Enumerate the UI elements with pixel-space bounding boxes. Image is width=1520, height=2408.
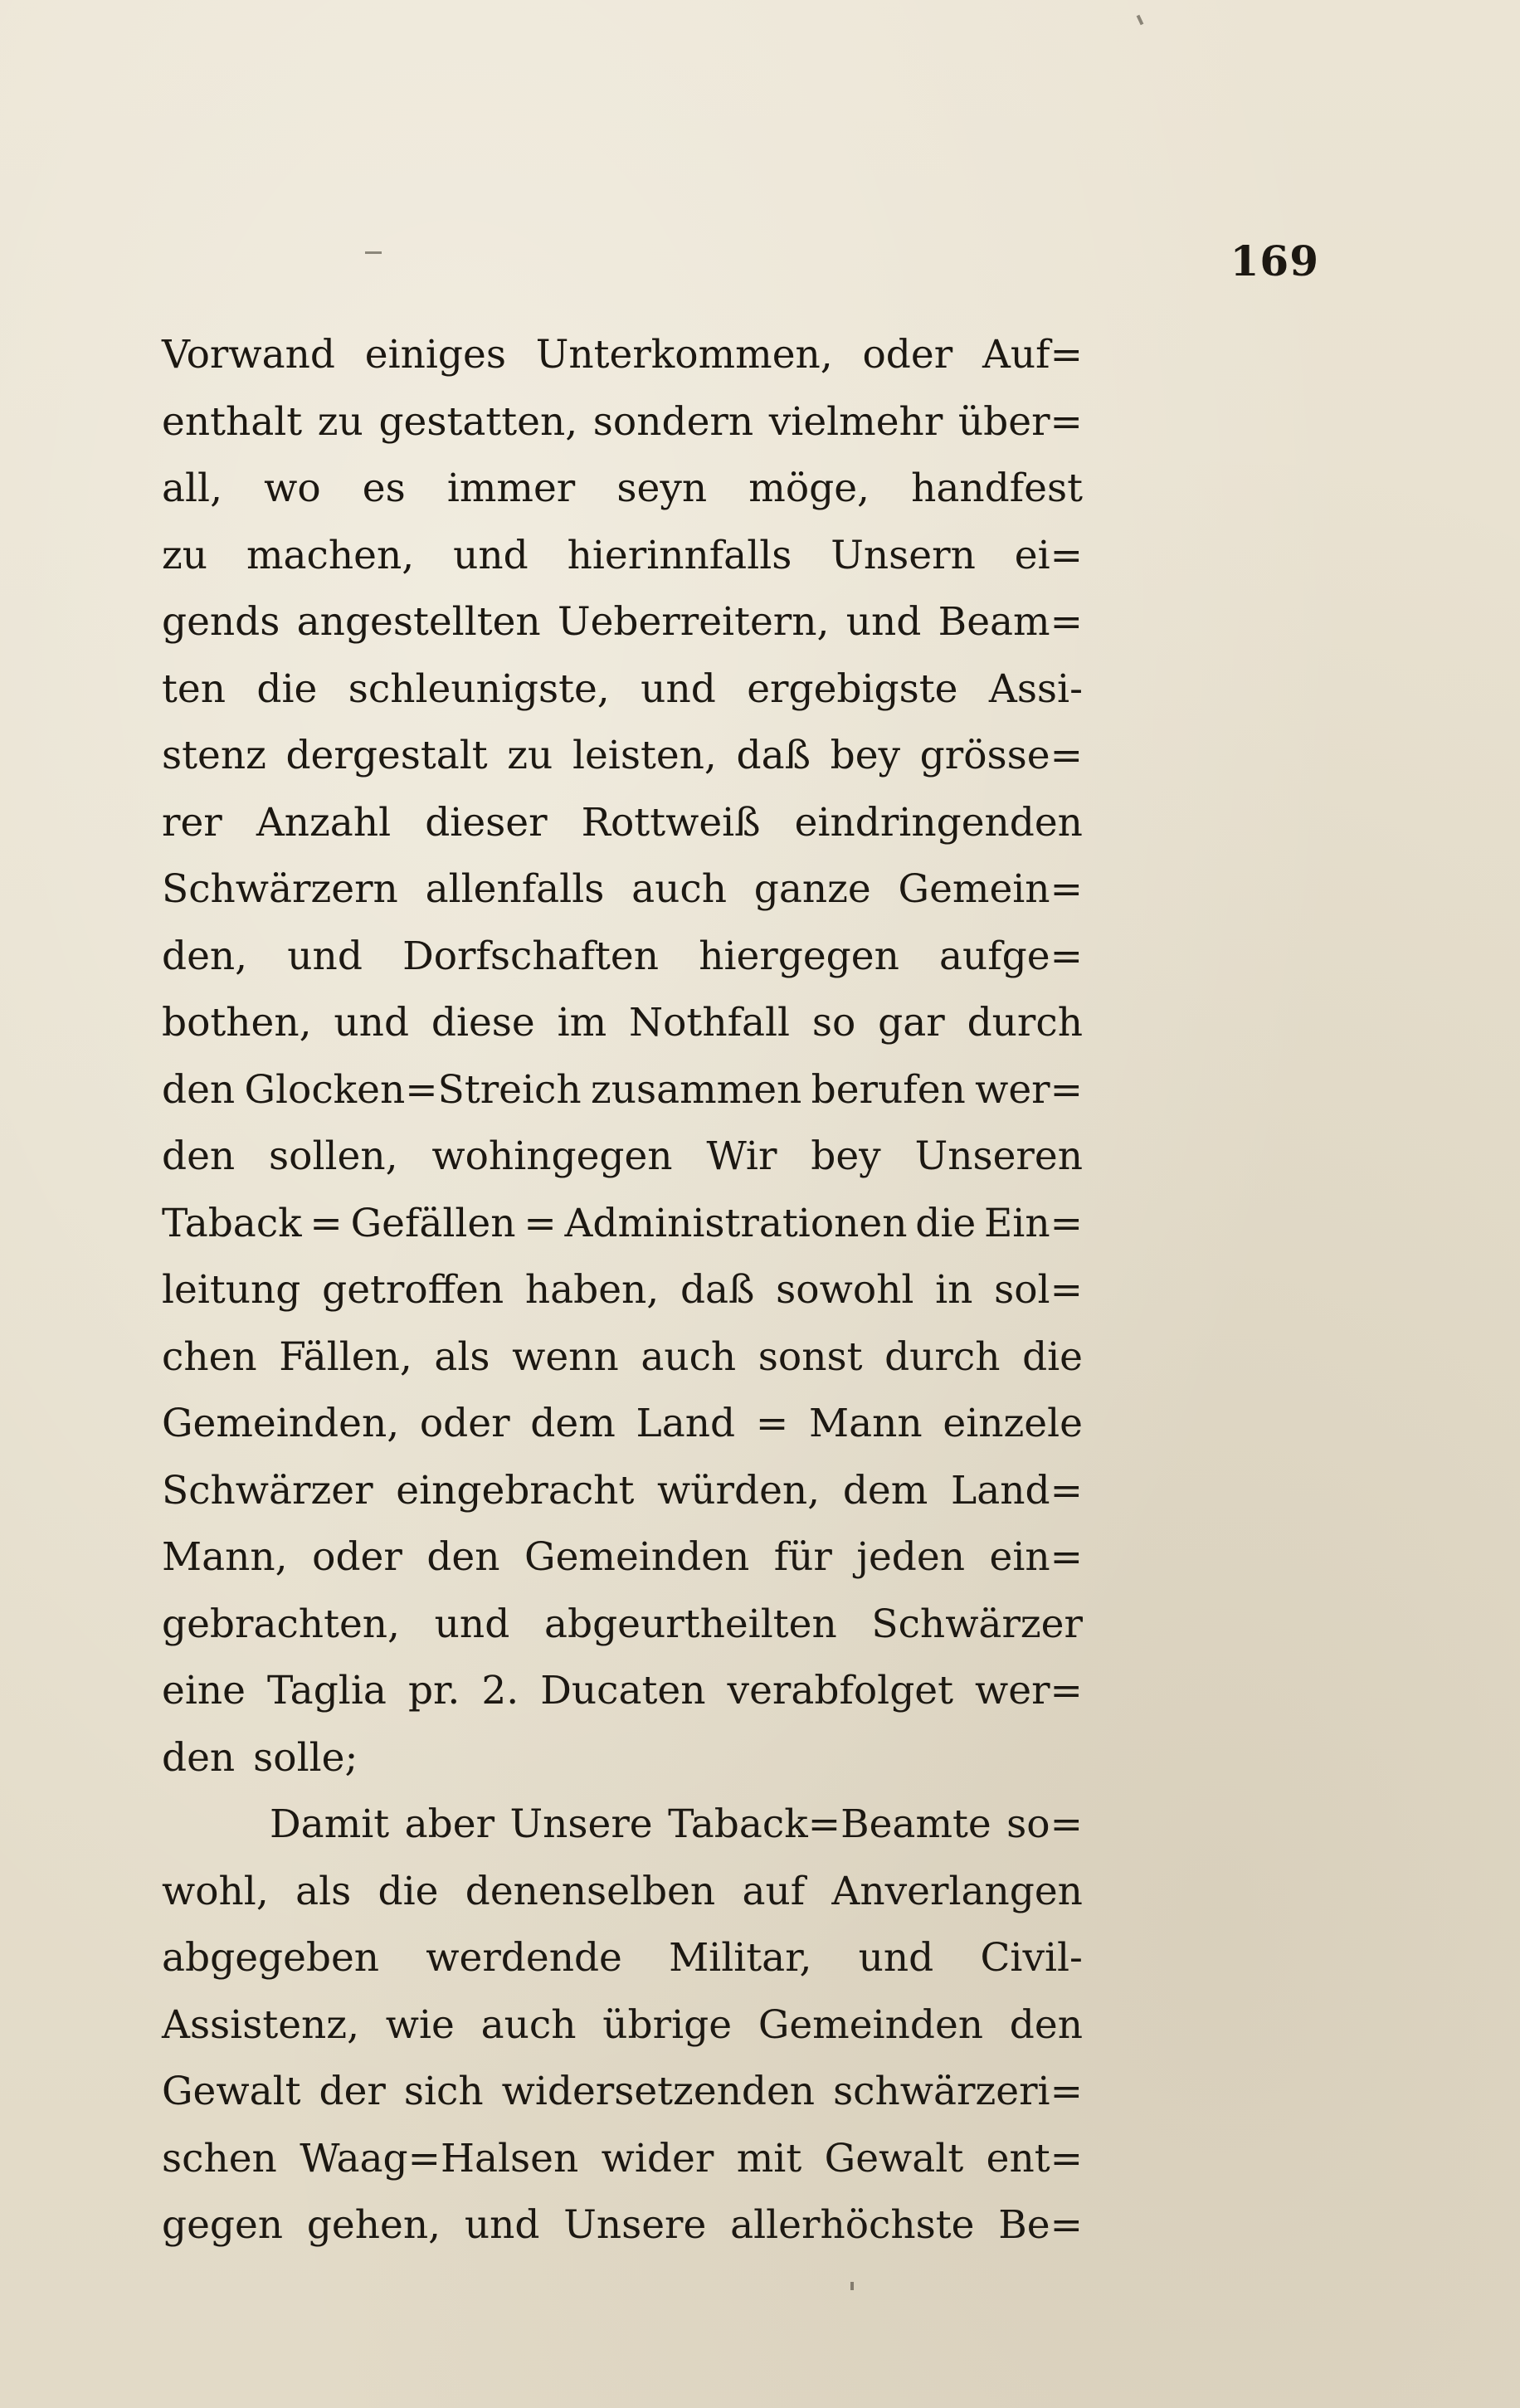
word: zu <box>162 532 208 578</box>
word: ein= <box>989 1534 1083 1580</box>
word: wo <box>264 466 321 511</box>
word: enthalt <box>162 398 303 445</box>
text-line <box>162 1992 1083 2059</box>
word: machen, <box>246 532 415 578</box>
word: gestatten, <box>378 398 578 445</box>
text-line <box>162 790 1083 857</box>
word: sollen, <box>269 1133 398 1179</box>
word: dem <box>530 1401 616 1446</box>
word: aufge= <box>939 933 1083 979</box>
word: auf <box>742 1868 806 1914</box>
word: gegen <box>162 2202 284 2248</box>
text-line <box>162 2192 1083 2259</box>
word: auch <box>480 2001 577 2048</box>
word: werdende <box>426 1935 622 1981</box>
text-line <box>162 723 1083 790</box>
word: den, <box>162 933 248 979</box>
word: die <box>1022 1333 1083 1380</box>
word: den <box>162 1066 236 1113</box>
word: = <box>755 1401 789 1446</box>
word: Unsere <box>509 1801 653 1847</box>
word: und <box>334 1000 410 1046</box>
word: schwärzeri= <box>833 2069 1083 2114</box>
word: und <box>434 1601 510 1647</box>
word: einiges <box>364 332 506 378</box>
word: haben, <box>524 1267 660 1313</box>
word: Gemeinden <box>758 2001 984 2048</box>
word: ent= <box>986 2135 1083 2181</box>
word: für <box>773 1534 832 1580</box>
word: Schwärzer <box>162 1467 373 1514</box>
text-line <box>162 1725 1083 1792</box>
text-line <box>162 1257 1083 1324</box>
word: und <box>858 1935 934 1981</box>
word: im <box>557 1000 607 1046</box>
word: Damit <box>270 1801 390 1847</box>
word: auch <box>631 866 728 912</box>
word: allenfalls <box>425 866 605 912</box>
word: daß <box>680 1267 755 1313</box>
word: und <box>287 933 363 979</box>
word: oder <box>862 332 953 378</box>
word: vielmehr <box>768 398 943 445</box>
word: gar <box>878 1000 945 1046</box>
word: Vorwand <box>162 332 335 378</box>
word: die <box>256 665 318 712</box>
word: sol= <box>994 1267 1083 1313</box>
word: Ducaten <box>540 1668 706 1713</box>
word: Gemeinden, <box>162 1401 400 1446</box>
word: wohl, <box>162 1868 269 1914</box>
word: Rottweiß <box>581 799 761 846</box>
word: = <box>524 1200 557 1246</box>
word: einzele <box>943 1401 1083 1446</box>
word: Gefällen <box>350 1200 516 1246</box>
word: bey <box>811 1133 881 1179</box>
word: eingebracht <box>396 1467 635 1514</box>
word: abgegeben <box>162 1935 380 1981</box>
word: Auf= <box>982 332 1083 378</box>
word: chen <box>162 1333 257 1380</box>
word: seyn <box>616 466 708 511</box>
word: Mann, <box>162 1534 288 1580</box>
word: dergestalt <box>285 733 488 778</box>
word: Ueberreitern, <box>557 599 830 645</box>
text-line <box>162 2126 1083 2193</box>
word: sonst <box>758 1333 863 1380</box>
text-line <box>162 924 1083 991</box>
word: ei= <box>1014 532 1083 578</box>
text-line <box>162 1592 1083 1659</box>
word: angestellten <box>296 599 541 645</box>
word: Gemeinden <box>524 1534 750 1580</box>
word: als <box>434 1333 490 1380</box>
word: bothen, <box>162 1000 312 1046</box>
bottom-speck-mark <box>850 2282 854 2290</box>
word: Unseren <box>914 1133 1083 1179</box>
text-line <box>162 322 1083 389</box>
word: Schwärzer <box>871 1601 1083 1647</box>
word: und <box>464 2202 540 2248</box>
word: hierinnfalls <box>567 532 792 578</box>
word: bey <box>830 733 901 778</box>
word: sich <box>403 2069 484 2114</box>
word: Unsere <box>563 2202 707 2248</box>
text-line <box>162 1057 1083 1124</box>
text-line <box>162 856 1083 924</box>
text-line <box>162 990 1083 1057</box>
text-line <box>162 523 1083 590</box>
word: rer <box>162 799 222 846</box>
word: Beam= <box>938 599 1083 645</box>
word: verabfolget <box>727 1668 953 1713</box>
word: so <box>811 1000 856 1046</box>
word: grösse= <box>919 733 1083 778</box>
word: Gewalt <box>824 2135 964 2181</box>
word: dem <box>842 1467 928 1514</box>
word: aber <box>404 1801 495 1847</box>
word: = <box>309 1200 343 1246</box>
word: ganze <box>753 866 871 912</box>
text-line <box>162 1191 1083 1258</box>
word: auch <box>641 1333 737 1380</box>
word: eindringenden <box>794 799 1083 846</box>
word: 2. <box>481 1668 519 1713</box>
word: als <box>295 1868 352 1914</box>
word: diese <box>431 1000 535 1046</box>
word: eine <box>162 1668 246 1713</box>
word: Civil- <box>980 1935 1083 1981</box>
word: zu <box>507 733 553 778</box>
word: hiergegen <box>699 933 899 979</box>
word: Land <box>636 1401 736 1446</box>
word: über= <box>957 398 1083 445</box>
word: jeden <box>856 1534 965 1580</box>
text-line <box>162 1791 1083 1859</box>
word: Schwärzern <box>162 866 398 912</box>
word: allerhöchste <box>730 2202 975 2248</box>
word: den <box>162 1133 236 1179</box>
word: denenselben <box>465 1868 716 1914</box>
word: Militar, <box>669 1935 812 1981</box>
text-line <box>162 1658 1083 1725</box>
text-line <box>162 2059 1083 2126</box>
word: stenz <box>162 733 266 778</box>
word: es <box>362 466 406 511</box>
word: Dorfschaften <box>402 933 660 979</box>
word: gebrachten, <box>162 1601 400 1647</box>
word: sondern <box>592 398 754 445</box>
word: und <box>453 532 529 578</box>
word: Assi- <box>988 665 1083 712</box>
word: gends <box>162 599 280 645</box>
word: Unsern <box>831 532 976 578</box>
body-text <box>162 322 1083 2259</box>
word: den <box>426 1534 500 1580</box>
page-number: 169 <box>1230 236 1319 285</box>
word: wer= <box>975 1668 1083 1713</box>
top-speck-mark <box>1137 15 1144 26</box>
word: getroffen <box>322 1267 504 1313</box>
word: all, <box>162 466 223 511</box>
word: widersetzenden <box>501 2069 816 2114</box>
word: wider <box>601 2135 714 2181</box>
word: leisten, <box>572 733 717 778</box>
text-line <box>162 1124 1083 1191</box>
word: schleunigste, <box>348 665 610 712</box>
word: Taglia <box>266 1668 387 1713</box>
word: wohingegen <box>431 1133 673 1179</box>
word: Mann <box>808 1401 923 1446</box>
word: ergebigste <box>747 665 958 712</box>
word: handfest <box>911 466 1083 511</box>
word: sowohl <box>776 1267 914 1313</box>
text-line <box>162 389 1083 456</box>
word: schen <box>162 2135 277 2181</box>
word: daß <box>736 733 811 778</box>
word: wie <box>385 2001 455 2048</box>
word: die <box>378 1868 439 1914</box>
word: und <box>845 599 922 645</box>
word: Land= <box>951 1467 1083 1514</box>
text-line <box>162 656 1083 724</box>
word: Anzahl <box>256 799 392 846</box>
word: zusammen <box>590 1066 802 1113</box>
text-line <box>162 1391 1083 1458</box>
word: die <box>915 1200 977 1246</box>
word: der <box>319 2069 386 2114</box>
word: so= <box>1006 1801 1083 1847</box>
header-dash-mark <box>365 251 382 254</box>
text-line <box>162 1925 1083 1992</box>
word: Taback=Beamte <box>668 1801 991 1847</box>
word: wer= <box>975 1066 1083 1113</box>
word: dieser <box>425 799 548 846</box>
text-line <box>162 1859 1083 1926</box>
word: mit <box>736 2135 802 2181</box>
word: gehen, <box>306 2202 441 2248</box>
text-line <box>162 1458 1083 1525</box>
word: durch <box>884 1333 1001 1380</box>
word: den <box>162 1734 236 1781</box>
word: Gemein= <box>898 866 1083 912</box>
word: übrige <box>602 2001 733 2048</box>
word: in <box>935 1267 973 1313</box>
word: möge, <box>748 466 870 511</box>
word: Ein= <box>983 1200 1083 1246</box>
word: Unterkommen, <box>535 332 833 378</box>
word: Wir <box>706 1133 777 1179</box>
word: berufen <box>811 1066 966 1113</box>
word: pr. <box>407 1668 460 1713</box>
word: oder <box>419 1401 510 1446</box>
word: solle; <box>253 1734 358 1781</box>
text-line <box>162 1524 1083 1592</box>
word: und <box>641 665 716 712</box>
word: Glocken=Streich <box>244 1066 582 1113</box>
word: würden, <box>657 1467 821 1514</box>
word: Gewalt <box>162 2069 301 2114</box>
word: Assistenz, <box>162 2001 360 2048</box>
word: Taback <box>162 1200 302 1246</box>
word: Fällen, <box>279 1333 412 1380</box>
word: den <box>1009 2001 1083 2048</box>
word: Administrationen <box>564 1200 908 1246</box>
word: immer <box>446 466 576 511</box>
text-line <box>162 1324 1083 1392</box>
text-line <box>162 589 1083 656</box>
word: leitung <box>162 1267 301 1313</box>
word: ten <box>162 665 226 712</box>
word: Nothfall <box>629 1000 791 1046</box>
word: abgeurtheilten <box>543 1601 837 1647</box>
word: zu <box>317 398 363 445</box>
text-line <box>162 456 1083 523</box>
word: Waag=Halsen <box>300 2135 579 2181</box>
word: oder <box>312 1534 402 1580</box>
word: durch <box>967 1000 1083 1046</box>
word: Be= <box>998 2202 1083 2248</box>
word: wenn <box>512 1333 619 1380</box>
word: Anverlangen <box>831 1868 1083 1914</box>
